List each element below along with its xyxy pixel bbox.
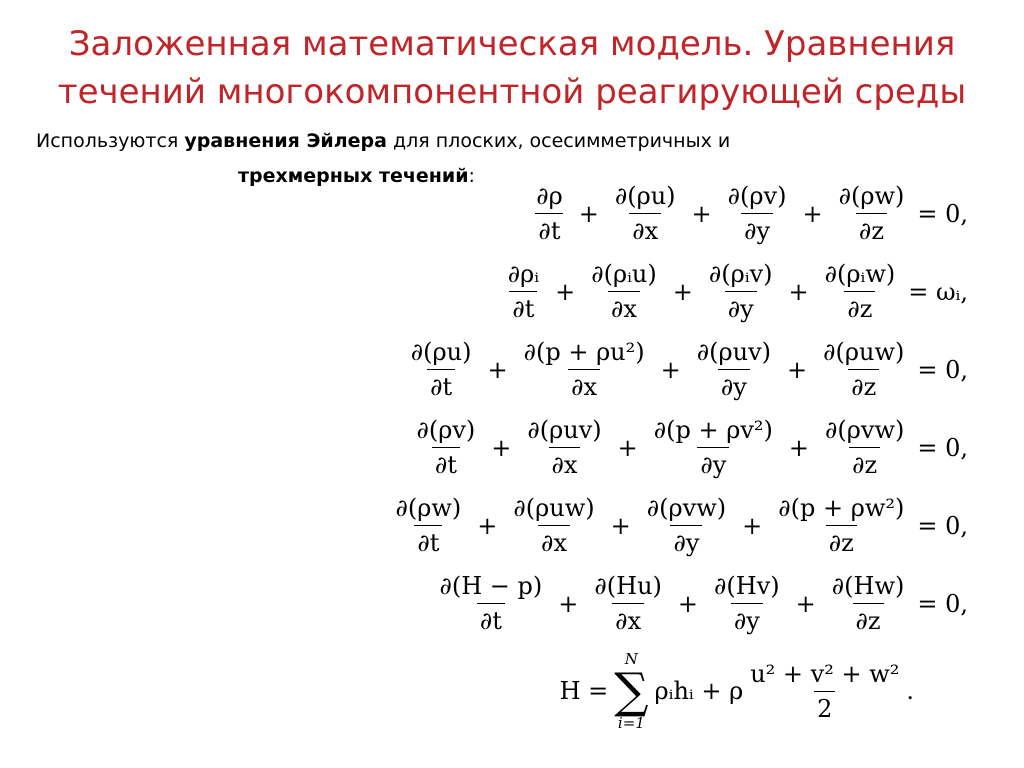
fraction [521, 338, 648, 401]
fraction [694, 338, 774, 401]
numerator: ∂(ρw) [395, 494, 462, 522]
equation-end: . [906, 677, 914, 705]
denominator: ∂z [856, 213, 887, 245]
summation [614, 650, 648, 732]
denominator: ∂t [477, 603, 505, 635]
denominator: ∂t [414, 525, 442, 557]
numerator: ∂ρᵢ [507, 260, 540, 288]
denominator: ∂t [509, 291, 537, 323]
fraction [392, 494, 464, 557]
numerator: ∂(ρw) [838, 182, 905, 210]
plus-sign: + [617, 433, 638, 462]
numerator: ∂(ρvw) [646, 494, 727, 522]
denominator: ∂y [725, 291, 757, 323]
denominator: 2 [814, 691, 835, 723]
intro-bold-flows: трехмерных течений [238, 165, 469, 187]
numerator: ∂(ρᵢw) [824, 260, 896, 288]
numerator: ∂(ρuw) [513, 494, 595, 522]
fraction [820, 338, 907, 401]
fraction [711, 572, 783, 635]
denominator: ∂z [826, 525, 857, 557]
equation-rhs: = 0, [917, 589, 968, 618]
numerator: ∂(ρuv) [527, 416, 602, 444]
fraction [651, 416, 776, 479]
equation-momentum-x [404, 338, 968, 401]
fraction [822, 416, 907, 479]
enthalpy-term: ρᵢhᵢ + ρ [654, 677, 744, 705]
plus-sign: + [677, 589, 699, 618]
denominator: ∂y [697, 447, 729, 479]
numerator: ∂(ρᵢv) [708, 260, 773, 288]
numerator: u² + v² + w² [750, 659, 900, 688]
numerator: ∂(ρvw) [825, 416, 905, 444]
fraction [829, 572, 908, 635]
equation-rhs: = ωᵢ, [908, 277, 968, 306]
fraction [725, 182, 790, 245]
numerator: ∂(ρv) [416, 416, 476, 444]
fraction [505, 260, 542, 323]
denominator: ∂y [718, 369, 750, 401]
fraction [436, 572, 545, 635]
denominator: ∂x [568, 369, 600, 401]
sum-upper-limit: N [624, 650, 638, 668]
equation-rhs: = 0, [917, 199, 968, 228]
enthalpy-lhs: H = [559, 677, 609, 705]
numerator: ∂(ρu) [614, 182, 676, 210]
denominator: ∂z [849, 447, 880, 479]
equation-rhs: = 0, [917, 511, 968, 540]
numerator: ∂(p + ρu²) [523, 338, 645, 366]
intro-text-line2 [238, 163, 475, 189]
fraction [822, 260, 899, 323]
numerator: ∂(Hv) [714, 572, 780, 600]
denominator: ∂t [427, 369, 455, 401]
plus-sign: + [610, 511, 631, 540]
denominator: ∂t [535, 213, 563, 245]
equation-rhs: = 0, [917, 433, 968, 462]
plus-sign: + [795, 589, 816, 618]
numerator: ∂(ρuv) [696, 338, 771, 366]
denominator: ∂z [844, 291, 875, 323]
sigma-symbol: ∑ [614, 663, 649, 719]
fraction [588, 260, 660, 323]
equation-rhs: = 0, [917, 355, 968, 384]
plus-sign: + [660, 355, 681, 384]
fraction [510, 494, 597, 557]
title-line-1: Заложенная математическая модель. Уравнения [68, 24, 956, 64]
denominator: ∂x [608, 291, 640, 323]
plus-sign: + [491, 433, 512, 462]
plus-sign: + [558, 589, 579, 618]
slide-title [0, 20, 1024, 116]
numerator: ∂(ρuw) [823, 338, 905, 366]
plus-sign: + [742, 511, 763, 540]
equation-energy [432, 572, 968, 635]
denominator: ∂y [670, 525, 702, 557]
equation-continuity [529, 182, 968, 245]
numerator: ∂ρ [536, 182, 563, 210]
numerator: ∂(ρv) [727, 182, 787, 210]
plus-sign: + [691, 199, 712, 228]
denominator: ∂t [432, 447, 460, 479]
fraction [408, 338, 475, 401]
intro-bold-euler: уравнения Эйлера [184, 130, 387, 152]
fraction [533, 182, 566, 245]
plus-sign: + [487, 355, 508, 384]
numerator: ∂(Hu) [594, 572, 662, 600]
denominator: ∂z [848, 369, 879, 401]
denominator: ∂x [549, 447, 581, 479]
fraction [775, 494, 907, 557]
denominator: ∂z [853, 603, 884, 635]
denominator: ∂y [731, 603, 763, 635]
equation-species [501, 260, 968, 323]
fraction [836, 182, 908, 245]
numerator: ∂(ρᵢu) [591, 260, 657, 288]
plus-sign: + [788, 277, 809, 306]
fraction [413, 416, 478, 479]
plus-sign: + [672, 277, 693, 306]
plus-sign: + [578, 199, 599, 228]
plus-sign: + [788, 433, 809, 462]
fraction [524, 416, 604, 479]
fraction [706, 260, 776, 323]
intro-prefix: Используются [36, 130, 185, 152]
equation-enthalpy [560, 650, 914, 732]
plus-sign: + [477, 511, 498, 540]
intro-text [36, 128, 730, 154]
equation-momentum-z [388, 494, 968, 557]
fraction [747, 660, 902, 723]
numerator: ∂(p + ρw²) [778, 494, 905, 522]
title-line-2: течений многокомпонентной реагирующей среды [57, 72, 967, 112]
denominator: ∂x [629, 213, 661, 245]
plus-sign: + [555, 277, 576, 306]
numerator: ∂(ρu) [410, 338, 472, 366]
sum-lower-limit: i=1 [617, 714, 645, 732]
intro-colon: : [468, 165, 475, 187]
numerator: ∂(Hw) [831, 572, 905, 600]
fraction [612, 182, 679, 245]
denominator: ∂x [538, 525, 570, 557]
fraction [644, 494, 729, 557]
plus-sign: + [787, 355, 808, 384]
equation-momentum-y [409, 416, 968, 479]
numerator: ∂(H − p) [439, 572, 543, 600]
fraction [591, 572, 665, 635]
denominator: ∂x [612, 603, 644, 635]
plus-sign: + [802, 199, 823, 228]
denominator: ∂y [741, 213, 773, 245]
intro-suffix: для плоских, осесимметричных и [386, 130, 731, 152]
numerator: ∂(p + ρv²) [653, 416, 773, 444]
